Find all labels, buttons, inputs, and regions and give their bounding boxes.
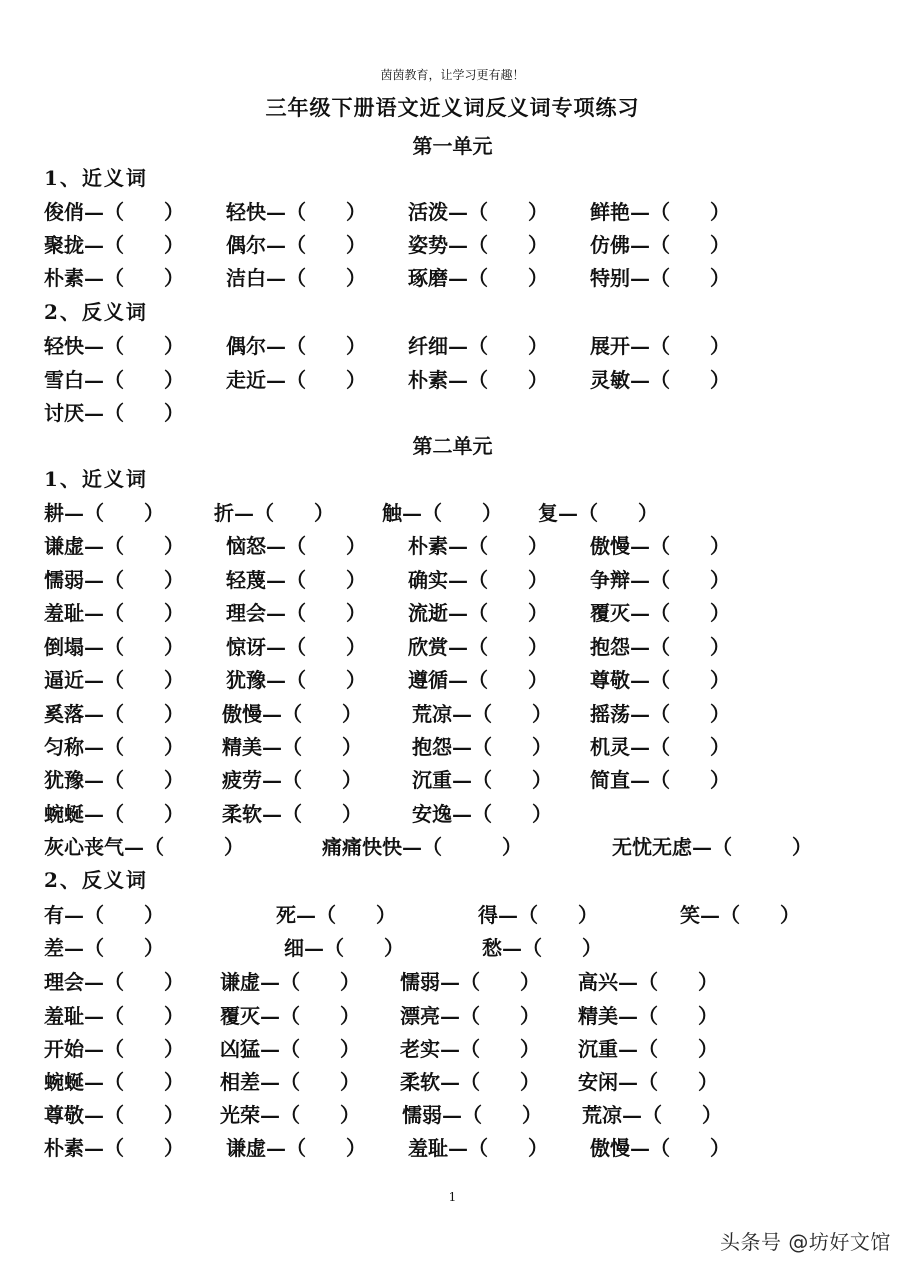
- exercise-item: 遵循—（ ）: [408, 668, 548, 692]
- exercise-item: 懦弱—（ ）: [400, 970, 540, 994]
- exercise-row: [0, 966, 905, 996]
- exercise-item: 傲慢—（ ）: [590, 534, 730, 558]
- exercise-item: 羞耻—（ ）: [408, 1136, 548, 1160]
- exercise-item: 仿佛—（ ）: [590, 233, 730, 257]
- exercise-row: [0, 597, 905, 627]
- exercise-item: 讨厌—（ ）: [44, 401, 184, 425]
- section-label: 2、反义词: [44, 868, 148, 892]
- exercise-item: 活泼—（ ）: [408, 200, 548, 224]
- exercise-item: 确实—（ ）: [408, 568, 548, 592]
- exercise-item: 无忧无虑—（ ）: [612, 835, 812, 859]
- exercise-row: [0, 764, 905, 794]
- exercise-item: 沉重—（ ）: [412, 768, 552, 792]
- exercise-item: 傲慢—（ ）: [590, 1136, 730, 1160]
- exercise-item: 恼怒—（ ）: [226, 534, 366, 558]
- exercise-row: [0, 1000, 905, 1030]
- exercise-item: 折—（ ）: [214, 501, 334, 525]
- exercise-row: [0, 731, 905, 761]
- exercise-item: 逼近—（ ）: [44, 668, 184, 692]
- header-note: 茵茵教育，让学习更有趣！: [380, 68, 525, 82]
- exercise-row: [0, 631, 905, 661]
- exercise-item: 覆灭—（ ）: [220, 1004, 360, 1028]
- exercise-item: 聚拢—（ ）: [44, 233, 184, 257]
- exercise-item: 触—（ ）: [382, 501, 502, 525]
- exercise-item: 琢磨—（ ）: [408, 266, 548, 290]
- watermark: 头条号 @坊好文馆: [720, 1230, 891, 1254]
- exercise-item: 理会—（ ）: [44, 970, 184, 994]
- unit-heading: 第一单元: [412, 134, 493, 158]
- exercise-item: 笑—（ ）: [680, 903, 800, 927]
- exercise-item: 精美—（ ）: [578, 1004, 718, 1028]
- exercise-item: 轻蔑—（ ）: [226, 568, 366, 592]
- exercise-item: 差—（ ）: [44, 936, 164, 960]
- exercise-row: [0, 1132, 905, 1162]
- exercise-item: 机灵—（ ）: [590, 735, 730, 759]
- exercise-item: 死—（ ）: [276, 903, 396, 927]
- exercise-item: 安逸—（ ）: [412, 802, 552, 826]
- exercise-item: 雪白—（ ）: [44, 368, 184, 392]
- page-title: 三年级下册语文近义词反义词专项练习: [265, 95, 640, 120]
- exercise-item: 光荣—（ ）: [220, 1103, 360, 1127]
- exercise-item: 老实—（ ）: [400, 1037, 540, 1061]
- exercise-item: 朴素—（ ）: [44, 1136, 184, 1160]
- exercise-item: 特别—（ ）: [590, 266, 730, 290]
- exercise-row: [0, 364, 905, 394]
- exercise-item: 精美—（ ）: [222, 735, 362, 759]
- exercise-item: 简直—（ ）: [590, 768, 730, 792]
- unit-heading: 第二单元: [412, 434, 493, 458]
- exercise-item: 倒塌—（ ）: [44, 635, 184, 659]
- exercise-item: 灵敏—（ ）: [590, 368, 730, 392]
- page-number: 1: [448, 1190, 457, 1204]
- exercise-item: 有—（ ）: [44, 903, 164, 927]
- exercise-row: [0, 262, 905, 292]
- exercise-item: 偶尔—（ ）: [226, 334, 366, 358]
- exercise-item: 凶猛—（ ）: [220, 1037, 360, 1061]
- exercise-item: 漂亮—（ ）: [400, 1004, 540, 1028]
- exercise-row: [0, 229, 905, 259]
- exercise-item: 荒凉—（ ）: [582, 1103, 722, 1127]
- exercise-item: 尊敬—（ ）: [44, 1103, 184, 1127]
- exercise-row: [0, 1033, 905, 1063]
- exercise-item: 争辩—（ ）: [590, 568, 730, 592]
- exercise-item: 谦虚—（ ）: [226, 1136, 366, 1160]
- exercise-item: 灰心丧气—（ ）: [44, 835, 244, 859]
- exercise-item: 懦弱—（ ）: [44, 568, 184, 592]
- exercise-item: 展开—（ ）: [590, 334, 730, 358]
- exercise-row: [0, 530, 905, 560]
- exercise-item: 懦弱—（ ）: [402, 1103, 542, 1127]
- exercise-row: [0, 831, 905, 861]
- exercise-item: 羞耻—（ ）: [44, 1004, 184, 1028]
- exercise-item: 柔软—（ ）: [400, 1070, 540, 1094]
- section-label: 2、反义词: [44, 300, 148, 324]
- exercise-item: 走近—（ ）: [226, 368, 366, 392]
- exercise-item: 安闲—（ ）: [578, 1070, 718, 1094]
- exercise-item: 覆灭—（ ）: [590, 601, 730, 625]
- exercise-item: 轻快—（ ）: [44, 334, 184, 358]
- exercise-item: 摇荡—（ ）: [590, 702, 730, 726]
- exercise-item: 纤细—（ ）: [408, 334, 548, 358]
- exercise-item: 轻快—（ ）: [226, 200, 366, 224]
- exercise-item: 鲜艳—（ ）: [590, 200, 730, 224]
- exercise-item: 欣赏—（ ）: [408, 635, 548, 659]
- exercise-row: [0, 1066, 905, 1096]
- exercise-item: 羞耻—（ ）: [44, 601, 184, 625]
- section-label: 1、近义词: [44, 467, 148, 491]
- exercise-item: 抱怨—（ ）: [590, 635, 730, 659]
- exercise-item: 荒凉—（ ）: [412, 702, 552, 726]
- exercise-item: 复—（ ）: [538, 501, 658, 525]
- exercise-item: 尊敬—（ ）: [590, 668, 730, 692]
- exercise-item: 惊讶—（ ）: [226, 635, 366, 659]
- exercise-item: 洁白—（ ）: [226, 266, 366, 290]
- exercise-item: 抱怨—（ ）: [412, 735, 552, 759]
- exercise-row: [0, 932, 905, 962]
- exercise-item: 谦虚—（ ）: [220, 970, 360, 994]
- exercise-item: 犹豫—（ ）: [44, 768, 184, 792]
- exercise-item: 匀称—（ ）: [44, 735, 184, 759]
- exercise-row: [0, 664, 905, 694]
- exercise-item: 疲劳—（ ）: [222, 768, 362, 792]
- exercise-row: [0, 899, 905, 929]
- exercise-item: 流逝—（ ）: [408, 601, 548, 625]
- exercise-row: [0, 330, 905, 360]
- exercise-item: 犹豫—（ ）: [226, 668, 366, 692]
- exercise-item: 愁—（ ）: [482, 936, 602, 960]
- exercise-item: 柔软—（ ）: [222, 802, 362, 826]
- exercise-item: 痛痛快快—（ ）: [322, 835, 522, 859]
- exercise-item: 朴素—（ ）: [408, 368, 548, 392]
- exercise-row: [0, 798, 905, 828]
- exercise-item: 朴素—（ ）: [44, 266, 184, 290]
- exercise-item: 得—（ ）: [478, 903, 598, 927]
- exercise-item: 傲慢—（ ）: [222, 702, 362, 726]
- exercise-row: [0, 497, 905, 527]
- exercise-item: 朴素—（ ）: [408, 534, 548, 558]
- exercise-item: 相差—（ ）: [220, 1070, 360, 1094]
- exercise-row: [0, 564, 905, 594]
- exercise-item: 蜿蜒—（ ）: [44, 802, 184, 826]
- exercise-item: 姿势—（ ）: [408, 233, 548, 257]
- section-label: 1、近义词: [44, 166, 148, 190]
- exercise-item: 细—（ ）: [284, 936, 404, 960]
- exercise-item: 理会—（ ）: [226, 601, 366, 625]
- exercise-row: [0, 196, 905, 226]
- exercise-item: 奚落—（ ）: [44, 702, 184, 726]
- exercise-item: 耕—（ ）: [44, 501, 164, 525]
- exercise-item: 沉重—（ ）: [578, 1037, 718, 1061]
- exercise-row: [0, 1099, 905, 1129]
- exercise-item: 谦虚—（ ）: [44, 534, 184, 558]
- exercise-row: [0, 397, 905, 427]
- exercise-item: 偶尔—（ ）: [226, 233, 366, 257]
- exercise-item: 开始—（ ）: [44, 1037, 184, 1061]
- exercise-row: [0, 698, 905, 728]
- exercise-item: 蜿蜒—（ ）: [44, 1070, 184, 1094]
- exercise-item: 高兴—（ ）: [578, 970, 718, 994]
- exercise-item: 俊俏—（ ）: [44, 200, 184, 224]
